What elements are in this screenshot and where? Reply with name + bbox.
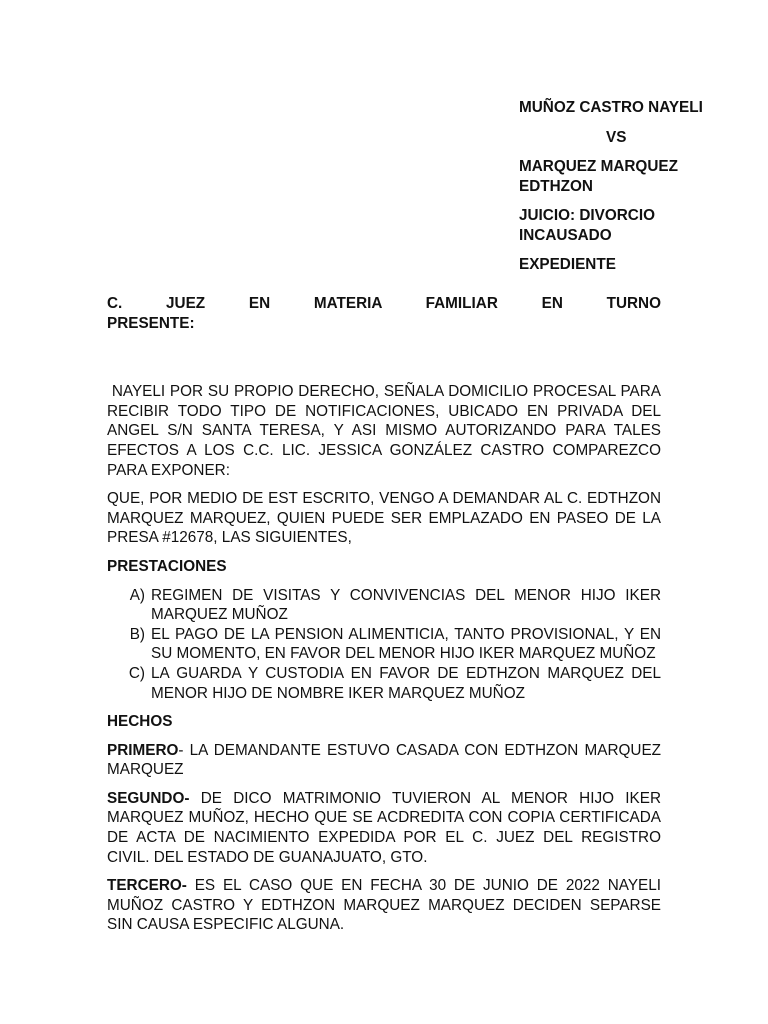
demand-paragraph: QUE, POR MEDIO DE EST ESCRITO, VENGO A DEMANDAR AL C. EDTHZON MARQUEZ MARQUEZ, QUIEN PUEDE SER EMPLAZADO EN PASEO DE LA PRESA #12678, LAS SIGUIENTES, [107, 490, 661, 547]
list-item [107, 625, 661, 664]
hecho-label: TERCERO- [107, 877, 187, 895]
hecho-text: - LA DEMANDANTE ESTUVO CASADA CON EDTHZON MARQUEZ MARQUEZ [107, 741, 661, 779]
document-body [107, 294, 666, 935]
prestaciones-heading: PRESTACIONES [107, 557, 227, 575]
intro-paragraph: NAYELI POR SU PROPIO DERECHO, SEÑALA DOMICILIO PROCESAL PARA RECIBIR TODO TIPO DE NOTIFICACIONES, UBICADO EN PRIVADA DEL ANGEL S/N SANTA TERESA, Y ASI MISMO AUTORIZANDO PARA TALES EFECTOS A LOS C.C. LIC. JESSICA GONZÁLEZ CASTRO COMPAREZCO PARA EXPONER: [107, 383, 666, 479]
prestaciones-list [107, 586, 661, 704]
list-marker: C) [128, 664, 145, 682]
hecho-paragraph-tercero [107, 876, 666, 935]
hecho-paragraph-primero [107, 741, 661, 780]
hecho-label: SEGUNDO- [107, 789, 190, 807]
list-item-text: REGIMEN DE VISITAS Y CONVIVENCIAS DEL MENOR HIJO IKER MARQUEZ MUÑOZ [151, 586, 661, 624]
presente-label: PRESENTE: [107, 314, 195, 332]
versus-label: VS [606, 128, 627, 146]
list-marker: B) [129, 625, 145, 643]
hecho-text: DE DICO MATRIMONIO TUVIERON AL MENOR HIJO IKER MARQUEZ MUÑOZ, HECHO QUE SE ACDREDITA CON COPIA CERTIFICADA DE ACTA DE NACIMIENTO EXPEDIDA POR EL C. JUEZ DEL REGISTRO CIVIL. DEL ESTADO DE GUANAJUATO, GTO. [107, 789, 666, 866]
case-caption [519, 98, 719, 274]
list-item [107, 664, 661, 703]
list-item-text: LA GUARDA Y CUSTODIA EN FAVOR DE EDTHZON MARQUEZ DEL MENOR HIJO DE NOMBRE IKER MARQUEZ MUÑOZ [151, 664, 661, 702]
hechos-heading: HECHOS [107, 713, 173, 731]
trial-type: JUICIO: DIVORCIO INCAUSADO [519, 207, 655, 244]
defendant-name: MARQUEZ MARQUEZ EDTHZON [519, 158, 678, 195]
hecho-text: ES EL CASO QUE EN FECHA 30 DE JUNIO DE 2022 NAYELI MUÑOZ CASTRO Y EDTHZON MARQUEZ MARQUEZ DECIDEN SEPARSE SIN CAUSA ESPECIFIC ALGUNA. [107, 877, 666, 934]
hecho-label: PRIMERO [107, 741, 179, 759]
list-marker: A) [129, 586, 145, 604]
list-item [107, 586, 661, 625]
addressee-line: C. JUEZ EN MATERIA FAMILIAR EN TURNO [107, 295, 661, 312]
plaintiff-name: MUÑOZ CASTRO NAYELI [519, 99, 703, 116]
case-file-label: EXPEDIENTE [519, 255, 616, 273]
hecho-paragraph-segundo [107, 789, 666, 867]
list-item-text: EL PAGO DE LA PENSION ALIMENTICIA, TANTO PROVISIONAL, Y EN SU MOMENTO, EN FAVOR DEL MENOR HIJO IKER MARQUEZ MUÑOZ [151, 625, 661, 663]
